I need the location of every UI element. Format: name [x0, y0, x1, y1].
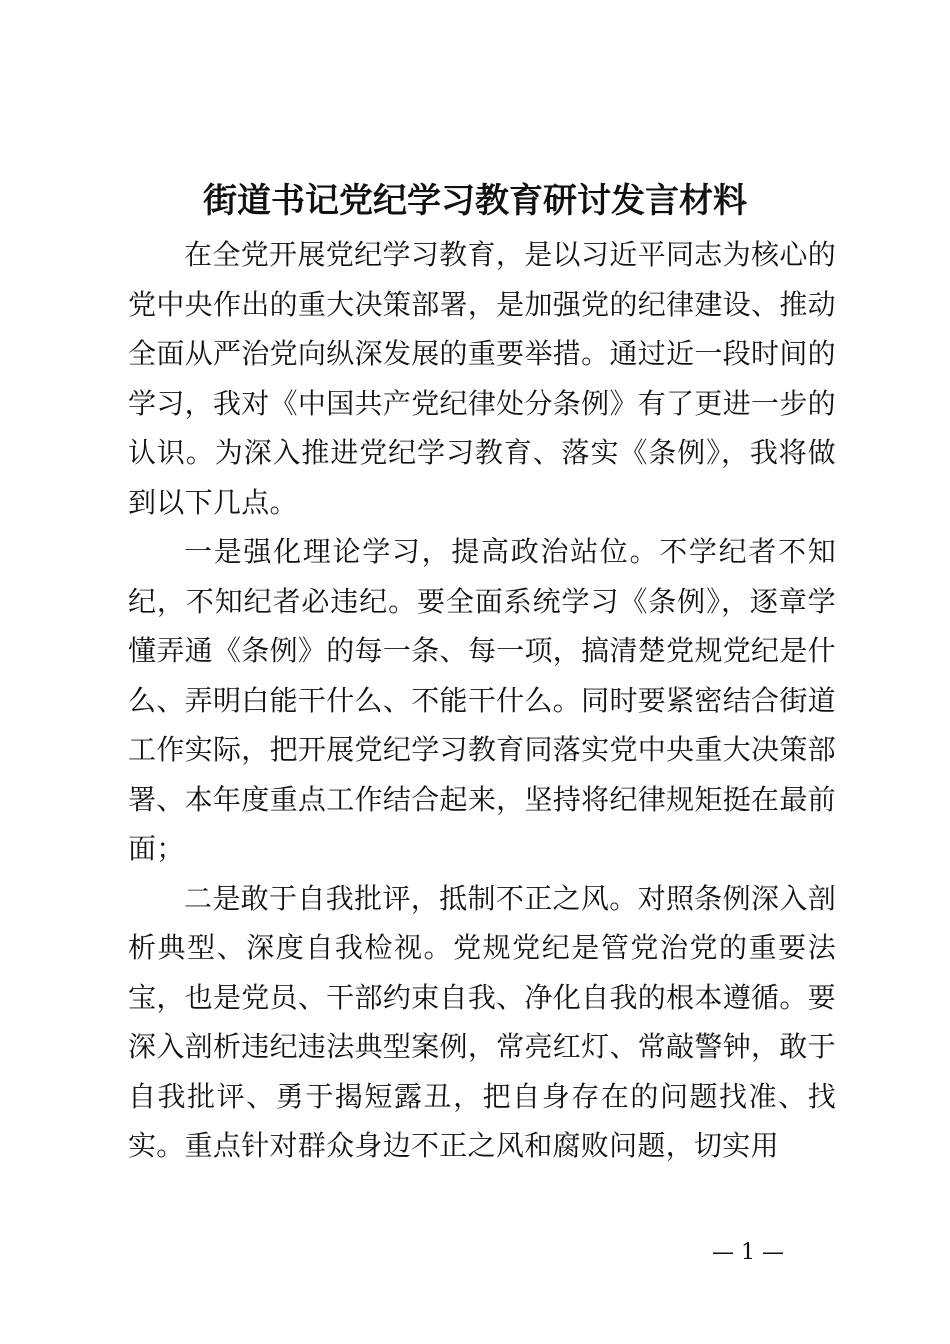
document-body	[128, 230, 836, 1171]
page-number: — 1 —	[712, 1240, 784, 1265]
paragraph-intro: 在全党开展党纪学习教育，是以习近平同志为核心的党中央作出的重大决策部署，是加强党的纪律建设、推动全面从严治党向纵深发展的重要举措。通过近一段时间的学习，我对《中国共产党纪律处分条例》有了更进一步的认识。为深入推进党纪学习教育、落实《条例》，我将做到以下几点。	[128, 238, 836, 519]
document-title: 街道书记党纪学习教育研讨发言材料	[203, 181, 747, 221]
paragraph-point-one: 一是强化理论学习，提高政治站位。不学纪者不知纪，不知纪者必违纪。要全面系统学习《条例》，逐章学懂弄通《条例》的每一条、每一项，搞清楚党规党纪是什么、弄明白能干什么、不能干什么。同时要紧密结合街道工作实际，把开展党纪学习教育同落实党中央重大决策部署、本年度重点工作结合起来，坚持将纪律规矩挺在最前面；	[128, 535, 836, 865]
paragraph-point-two: 二是敢于自我批评，抵制不正之风。对照条例深入剖析典型、深度自我检视。党规党纪是管党治党的重要法宝，也是党员、干部约束自我、净化自我的根本遵循。要深入剖析违纪违法典型案例，常亮红灯、常敲警钟，敢于自我批评、勇于揭短露丑，把自身存在的问题找准、找实。重点针对群众身边不正之风和腐败问题，切实用	[128, 881, 836, 1162]
